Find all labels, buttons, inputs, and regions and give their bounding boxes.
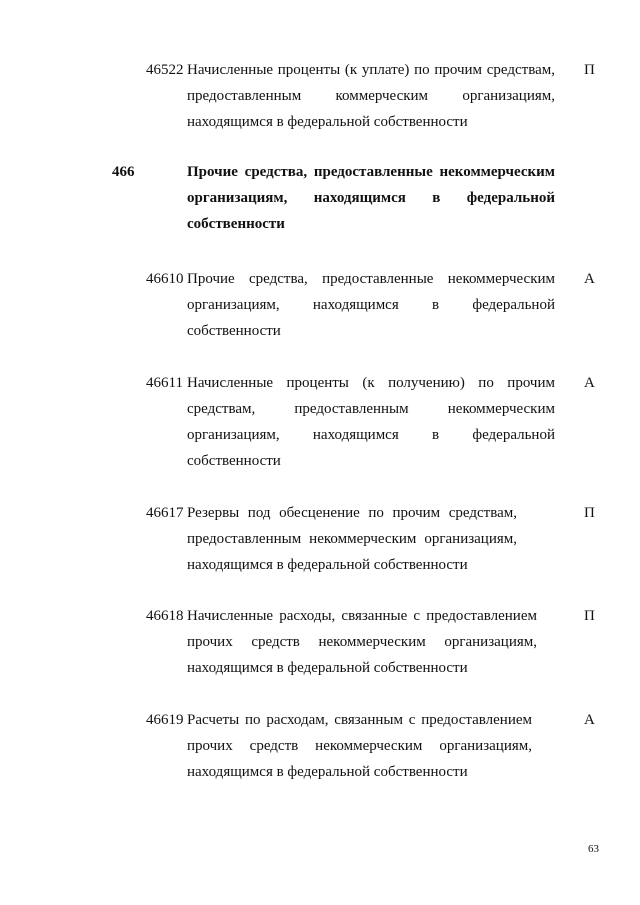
account-description: Прочие средства, предоставленные некоммерческим организациям, находящимся в федеральной собственности — [187, 271, 555, 339]
account-code: 46522 — [146, 62, 184, 78]
account-code: 46617 — [146, 505, 184, 521]
account-code: 46611 — [146, 375, 183, 391]
account-description: Начисленные проценты (к уплате) по прочим средствам, предоставленным коммерческим организациям, находящимся в федеральной собственности — [187, 62, 555, 130]
account-description: Резервы под обесценение по прочим средствам, предоставленным некоммерческим организациям, находящимся в федеральной собственности — [187, 505, 517, 573]
account-code: 46619 — [146, 712, 184, 728]
account-type: П — [584, 505, 595, 521]
account-description: Расчеты по расходам, связанным с предоставлением прочих средств некоммерческим организациям, находящимся в федеральной собственности — [187, 712, 532, 780]
page-number: 63 — [588, 843, 599, 855]
account-type: А — [584, 375, 595, 391]
account-type: А — [584, 271, 595, 287]
section-title: Прочие средства, предоставленные некоммерческим организациям, находящимся в федеральной собственности — [187, 164, 555, 232]
account-type: П — [584, 62, 595, 78]
section-code: 466 — [112, 164, 135, 180]
account-type: А — [584, 712, 595, 728]
account-description: Начисленные проценты (к получению) по прочим средствам, предоставленным некоммерческим организациям, находящимся в федеральной собственности — [187, 375, 555, 469]
account-code: 46618 — [146, 608, 184, 624]
account-type: П — [584, 608, 595, 624]
account-description: Начисленные расходы, связанные с предоставлением прочих средств некоммерческим организациям, находящимся в федеральной собственности — [187, 608, 537, 676]
account-code: 46610 — [146, 271, 184, 287]
